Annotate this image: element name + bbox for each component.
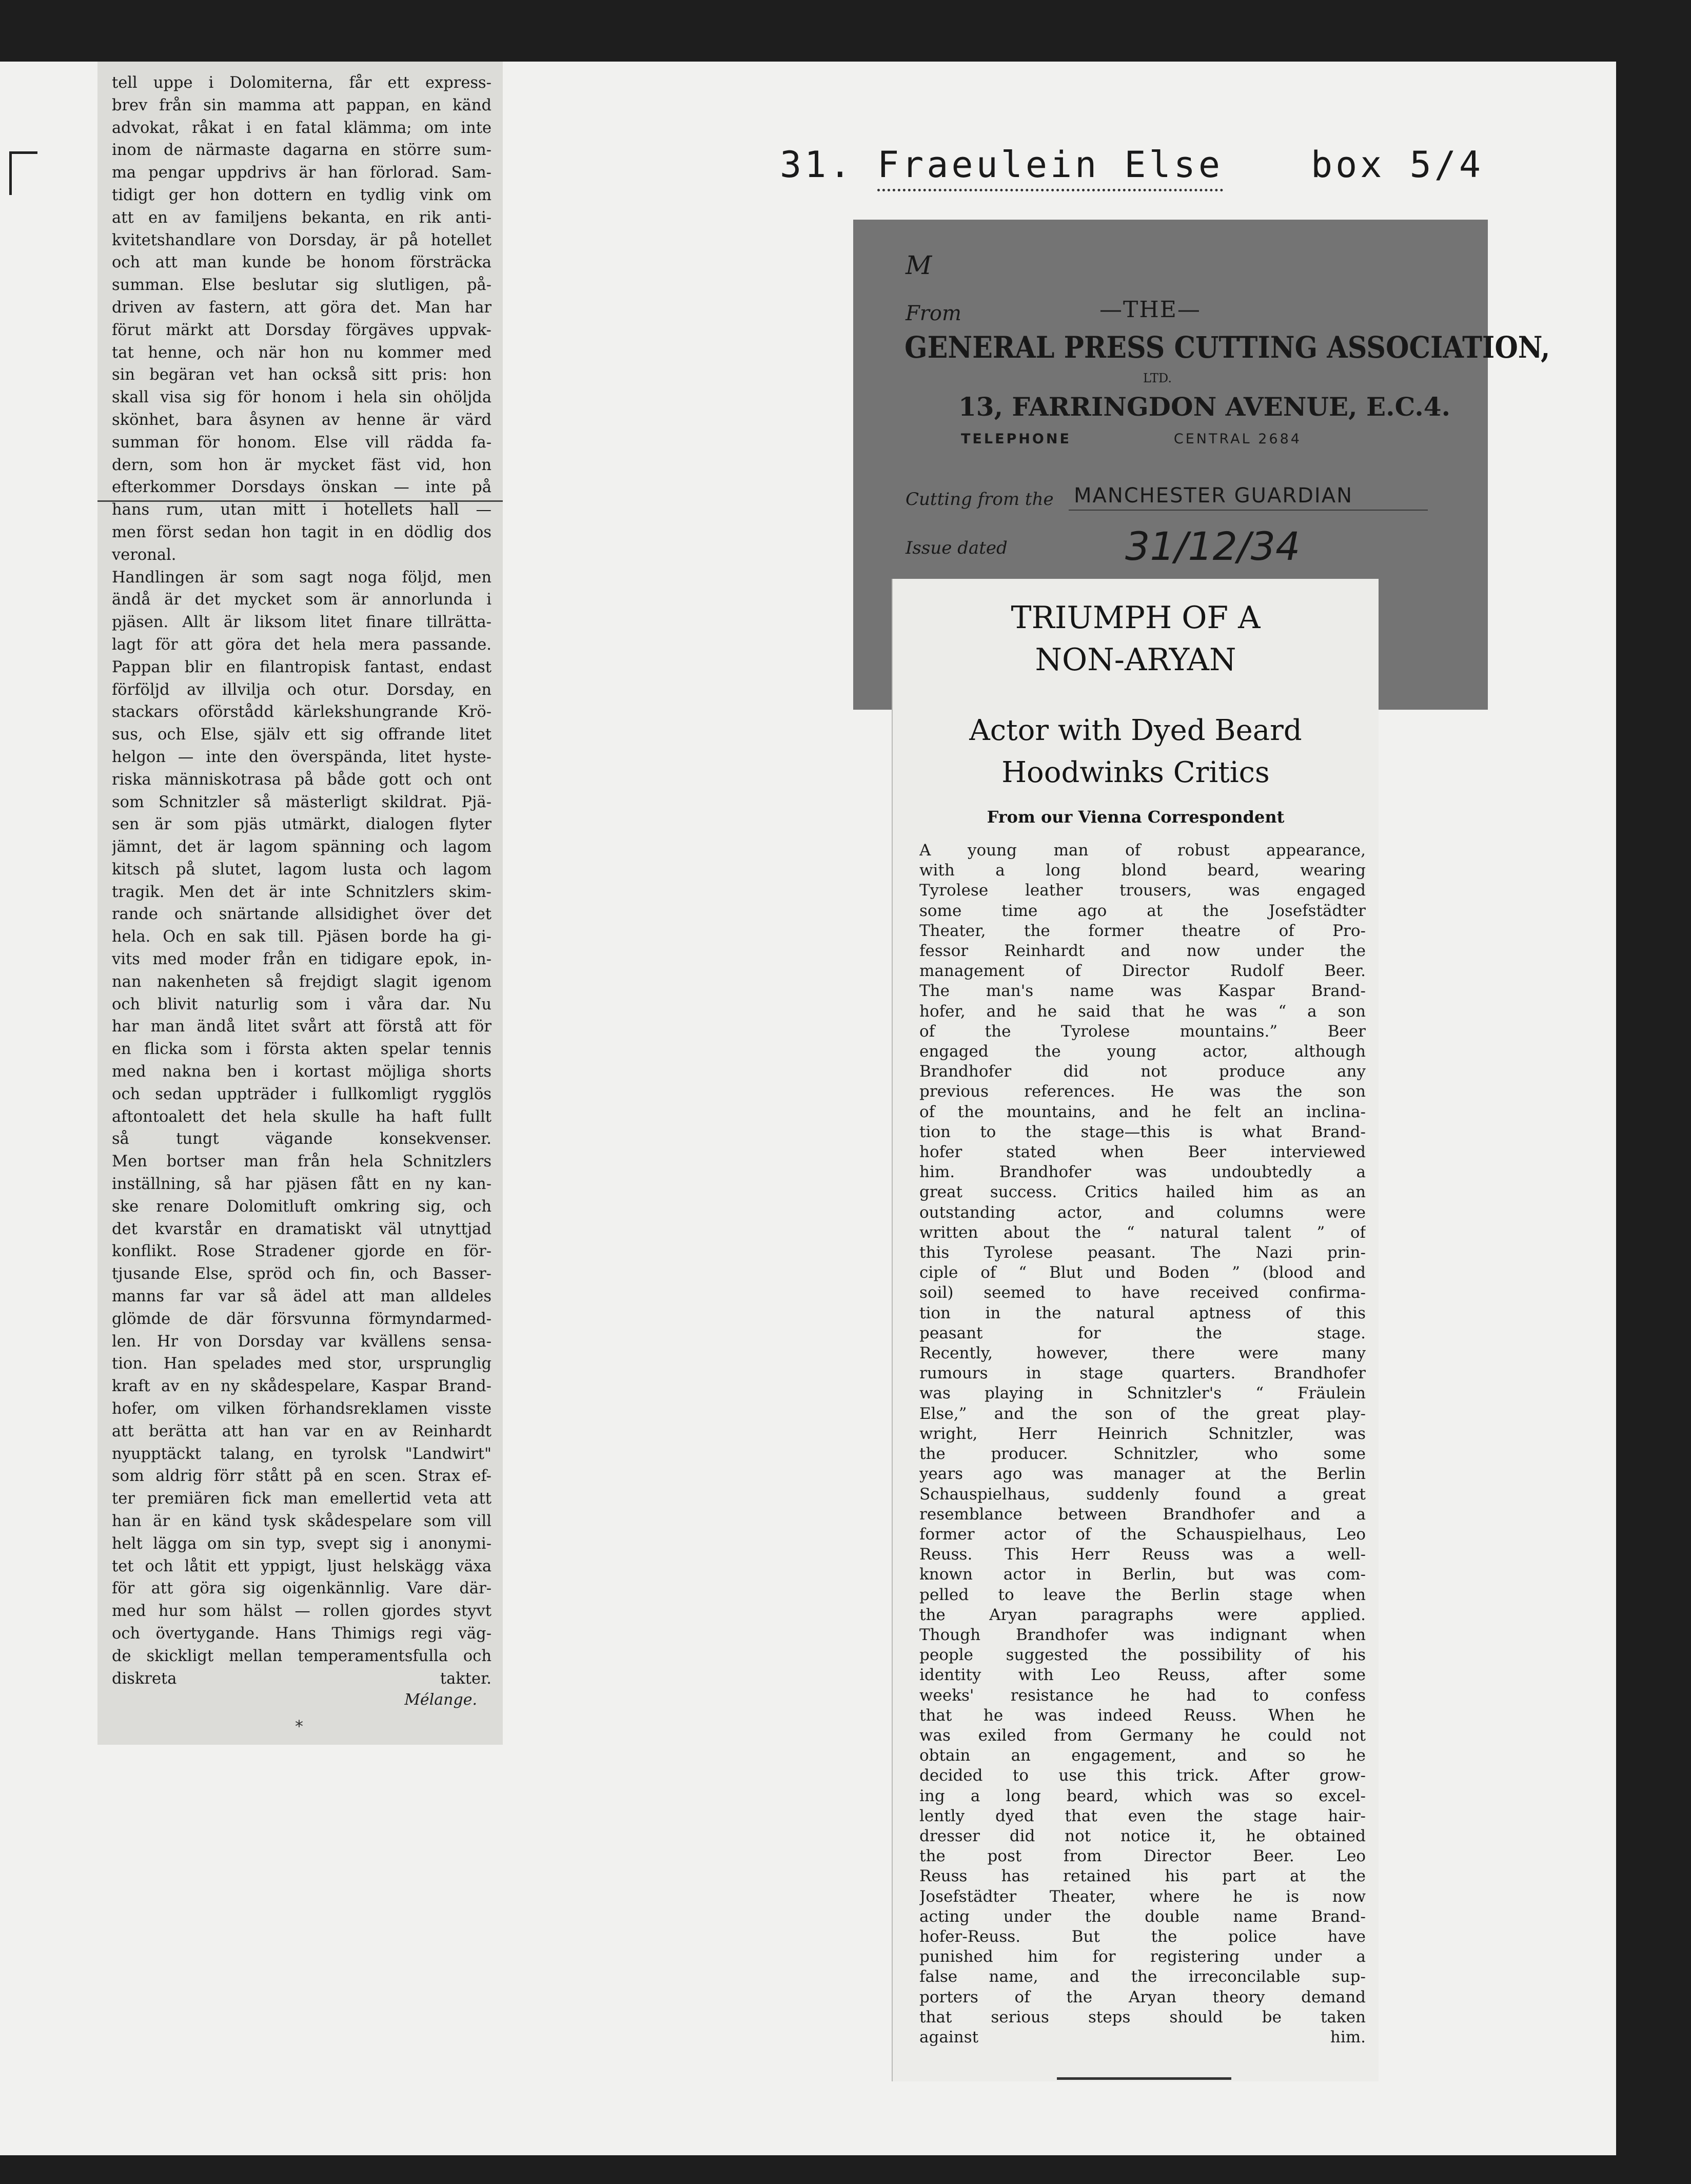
article-text-line: him. Brandhofer was undoubtedly a (919, 1163, 1366, 1182)
review-text-line: ändå är det mycket som är annorlunda i (112, 591, 491, 609)
review-text-line: Pappan blir en filantropisk fantast, endast (112, 658, 491, 676)
review-text-line: sen är som pjäs utmärkt, dialogen flyter (112, 815, 491, 834)
article-text-line: Josefstädter Theater, where he is now (919, 1887, 1366, 1906)
article-text-line: acting under the double name Brand- (919, 1907, 1366, 1926)
review-text-line: vits med moder från en tidigare epok, in- (112, 950, 491, 969)
article-text-line: Tyrolese leather trousers, was engaged (919, 881, 1366, 900)
article-text-line: of the mountains, and he felt an inclina- (919, 1102, 1366, 1121)
review-text-line: efterkommer Dorsdays önskan — inte på (112, 478, 491, 497)
article-text-line: punished him for registering under a (919, 1947, 1366, 1966)
review-text-line: och blivit naturlig som i våra dar. Nu (112, 995, 491, 1013)
review-text-line: tragik. Men det är inte Schnitzlers skim- (112, 883, 491, 901)
issue-dated-label: Issue dated (906, 538, 1008, 558)
review-text-line: Men bortser man från hela Schnitzlers (112, 1153, 491, 1171)
review-text-line: konflikt. Rose Stradener gjorde en för- (112, 1242, 491, 1261)
corner-bracket-mark (9, 151, 37, 195)
article-text-line: Theater, the former theatre of Pro- (919, 921, 1366, 940)
article-text-line: that serious steps should be taken (919, 2007, 1366, 2026)
cutting-from-line (1069, 510, 1428, 511)
article-text-line: ciple of “ Blut und Boden ” (blood and (919, 1263, 1366, 1282)
article-text-line: the post from Director Beer. Leo (919, 1847, 1366, 1866)
article-text-line: peasant for the stage. (919, 1323, 1366, 1342)
review-text-line: ske renare Dolomitluft omkring sig, och (112, 1197, 491, 1216)
headline-line-2: NON-ARYAN (1035, 642, 1236, 678)
article-text-line: tion in the natural aptness of this (919, 1303, 1366, 1322)
heading-title: Fraeulein Else (877, 144, 1223, 191)
article-text-line: Else,” and the son of the great play- (919, 1404, 1366, 1423)
article-text-line: previous references. He was the son (919, 1082, 1366, 1101)
review-text-line: men först sedan hon tagit in en dödlig dos (112, 523, 491, 541)
article-text-line: porters of the Aryan theory demand (919, 1987, 1366, 2006)
article-end-rule (1057, 2077, 1231, 2080)
review-text-line: tion. Han spelades med stor, ursprunglig (112, 1355, 491, 1373)
heading-box-label: box 5/4 (1311, 144, 1484, 186)
review-text-line: tat henne, och när hon nu kommer med (112, 343, 491, 362)
article-text-line: of the Tyrolese mountains.” Beer (919, 1022, 1366, 1041)
article-text-line: fessor Reinhardt and now under the (919, 942, 1366, 961)
article-text-line: Brandhofer did not produce any (919, 1062, 1366, 1081)
article-text-line: decided to use this trick. After grow- (919, 1766, 1366, 1785)
article-text-line: lently dyed that even the stage hair- (919, 1806, 1366, 1825)
review-text-line: helgon — inte den överspända, litet hyste- (112, 748, 491, 766)
review-text-line: pjäsen. Allt är liksom litet finare tillrätta- (112, 613, 491, 632)
article-text-line: soil) seemed to have received confirma- (919, 1283, 1366, 1302)
review-text-line: och övertygande. Hans Thimigs regi väg- (112, 1624, 491, 1643)
agency-the-label: —THE— (1099, 297, 1201, 323)
review-text-line: förut märkt att Dorsday förgäves uppvak- (112, 321, 491, 339)
article-text-line: hofer-Reuss. But the police have (919, 1927, 1366, 1946)
review-text-line: aftontoalett det hela skulle ha haft fullt (112, 1107, 491, 1126)
article-text-line: The man's name was Kaspar Brand- (919, 982, 1366, 1001)
article-text-line: against him. (919, 2027, 1366, 2046)
article-subheadline (893, 710, 1379, 794)
review-text-line: inom de närmaste dagarna en större sum- (112, 141, 491, 160)
article-text-line: written about the “ natural talent ” of (919, 1223, 1366, 1242)
review-text-line: och att man kunde be honom försträcka (112, 254, 491, 272)
review-text-line: så tungt vägande konsekvenser. (112, 1130, 491, 1148)
review-text-line: skönhet, bara åsynen av henne är värd (112, 411, 491, 429)
review-text-line: Handlingen är som sagt noga följd, men (112, 568, 491, 587)
review-text-line: rande och snärtande allsidighet över det (112, 905, 491, 924)
article-text-line: ing a long beard, which was so excel- (919, 1786, 1366, 1805)
review-text-line: manns far var så ädel att man alldeles (112, 1288, 491, 1306)
review-text-line: brev från sin mamma att pappan, en känd (112, 96, 491, 114)
review-text-line: ma pengar uppdrivs är han förlorad. Sam- (112, 164, 491, 182)
swedish-review-text (112, 72, 491, 1690)
review-text-line: hans rum, utan mitt i hotellets hall — (112, 501, 491, 519)
review-text-line: tidigt ger hon dottern en tydlig vink om (112, 186, 491, 204)
subhead-line-2: Hoodwinks Critics (1001, 756, 1270, 789)
article-text-line: pelled to leave the Berlin stage when (919, 1585, 1366, 1604)
agency-ltd: LTD. (1143, 371, 1172, 385)
article-headline (893, 597, 1379, 681)
review-text-line: nan nakenheten så frejdigt slagit igenom (112, 972, 491, 991)
review-text-line: len. Hr von Dorsday var kvällens sensa- (112, 1332, 491, 1351)
review-text-line: han är en känd tysk skådespelare som vill (112, 1512, 491, 1530)
article-text-line: Schauspielhaus, suddenly found a great (919, 1485, 1366, 1504)
article-text-line: years ago was manager at the Berlin (919, 1465, 1366, 1484)
article-text-line: outstanding actor, and columns were (919, 1203, 1366, 1222)
review-text-line: advokat, råkat i en fatal klämma; om inte (112, 119, 491, 137)
telephone-label: TELEPHONE (961, 431, 1071, 447)
review-text-line: sus, och Else, själv ett sig offrande litet (112, 726, 491, 744)
review-signature: Mélange. (404, 1691, 477, 1709)
review-text-line: och sedan uppträder i fullkomligt rygglös (112, 1085, 491, 1103)
article-text-line: resemblance between Brandhofer and a (919, 1505, 1366, 1524)
article-text-line: some time ago at the Josefstädter (919, 901, 1366, 920)
article-text-line: weeks' resistance he had to confess (919, 1686, 1366, 1705)
review-text-line: kitsch på slutet, lagom lusta och lagom (112, 860, 491, 879)
review-text-line: hofer, om vilken förhandsreklamen visste (112, 1400, 491, 1418)
review-text-line: hela. Och en sak till. Pjäsen borde ha gi- (112, 928, 491, 946)
review-text-line: veronal. (112, 545, 176, 564)
subhead-line-1: Actor with Dyed Beard (969, 714, 1302, 747)
review-text-line: glömde de där försvunna förmyndarmed- (112, 1310, 491, 1328)
article-text-line: with a long blond beard, wearing (919, 861, 1366, 880)
english-article-clipping (892, 579, 1379, 2081)
page-heading (780, 144, 1529, 205)
agency-name: GENERAL PRESS CUTTING ASSOCIATION, (905, 330, 1550, 365)
heading-number: 31. (780, 144, 854, 186)
review-text-line: summan för honom. Else vill rädda fa- (112, 433, 491, 452)
review-text-line: skall visa sig för honom i hela sin ohöljda (112, 388, 491, 407)
article-text-line: hofer, and he said that he was “ a son (919, 1002, 1366, 1021)
review-text-line: diskreta takter. (112, 1669, 491, 1688)
telephone-value: CENTRAL 2684 (1173, 431, 1302, 447)
review-text-line: inställning, så har pjäsen fått en ny kan- (112, 1175, 491, 1194)
review-text-line: förföljd av illvilja och otur. Dorsday, en (112, 680, 491, 699)
review-text-line: tell uppe i Dolomiterna, får ett express- (112, 74, 491, 92)
review-text-line: det kvarstår en dramatiskt väl utnyttjad (112, 1220, 491, 1238)
article-text-line: Reuss has retained his part at the (919, 1867, 1366, 1886)
review-text-line: jämnt, det är lagom spänning och lagom (112, 838, 491, 856)
article-text-line: dresser did not notice it, he obtained (919, 1826, 1366, 1845)
review-text-line: tjusande Else, spröd och fin, och Basser- (112, 1265, 491, 1283)
issue-dated-value: 31/12/34 (1125, 523, 1301, 569)
review-text-line: helt lägga om sin typ, svept sig i anonymi- (112, 1534, 491, 1553)
article-text-line: known actor in Berlin, but was com- (919, 1565, 1366, 1584)
review-text-line: lagt för att göra det hela mera passande. (112, 635, 491, 654)
agency-telephone (961, 431, 1302, 447)
article-text-line: Recently, however, there were many (919, 1344, 1366, 1363)
cutting-from-value: MANCHESTER GUARDIAN (1074, 484, 1353, 508)
review-text-line: kvitetshandlare von Dorsday, är på hotellet (112, 231, 491, 249)
end-star-mark: * (295, 1717, 303, 1736)
article-text-line: former actor of the Schauspielhaus, Leo (919, 1525, 1366, 1544)
review-text-line: stackars oförstådd kärlekshungrande Krö- (112, 703, 491, 722)
review-text-line: att en av familjens bekanta, en rik anti- (112, 208, 491, 227)
headline-line-1: TRIUMPH OF A (1011, 600, 1261, 636)
review-text-line: riska människotrasa på både gott och ont (112, 770, 491, 789)
article-text-line: was exiled from Germany he could not (919, 1726, 1366, 1745)
article-text-line: the Aryan paragraphs were applied. (919, 1605, 1366, 1624)
review-text-line: för att göra sig oigenkännlig. Vare där- (112, 1580, 491, 1598)
review-text-line: driven av fastern, att göra det. Man har (112, 298, 491, 317)
swedish-review-clipping (97, 62, 503, 1745)
review-text-line: som aldrig förr stått på en scen. Strax ef- (112, 1467, 491, 1486)
agency-address: 13, FARRINGDON AVENUE, E.C.4. (958, 392, 1451, 422)
review-text-line: sin begäran vet han också sitt pris: hon (112, 366, 491, 384)
article-body (919, 841, 1366, 2048)
review-text-line: dern, som hon är mycket fäst vid, hon (112, 456, 491, 474)
article-text-line: wright, Herr Heinrich Schnitzler, was (919, 1424, 1366, 1443)
review-text-line: summan. Else beslutar sig slutligen, på- (112, 276, 491, 295)
review-text-line: med hur som hälst — rollen gjordes styvt (112, 1602, 491, 1621)
article-text-line: engaged the young actor, although (919, 1042, 1366, 1061)
article-byline: From our Vienna Correspondent (987, 807, 1285, 827)
article-text-line: Reuss. This Herr Reuss was a well- (919, 1545, 1366, 1564)
article-text-line: obtain an engagement, and so he (919, 1746, 1366, 1765)
agency-from-label: From (906, 302, 961, 325)
article-text-line: the producer. Schnitzler, who some (919, 1445, 1366, 1464)
article-text-line: management of Director Rudolf Beer. (919, 962, 1366, 981)
review-text-line: en flicka som i första akten spelar tennis (112, 1040, 491, 1059)
article-text-line: rumours in stage quarters. Brandhofer (919, 1364, 1366, 1383)
review-text-line: att berätta att han var en av Reinhardt (112, 1422, 491, 1440)
review-text-line: de skickligt mellan temperamentsfulla och (112, 1647, 491, 1665)
review-text-line: som Schnitzler så mästerligt skildrat. Pjä- (112, 793, 491, 811)
article-text-line: A young man of robust appearance, (919, 841, 1366, 860)
review-text-line: ter premiären fick man emellertid veta att (112, 1490, 491, 1508)
article-text-line: false name, and the irreconcilable sup- (919, 1967, 1366, 1986)
article-text-line: hofer stated when Beer interviewed (919, 1143, 1366, 1162)
review-text-line: kraft av en ny skådespelare, Kaspar Brand- (112, 1377, 491, 1396)
review-text-line: tet och låtit ett yppigt, ljust helskägg växa (112, 1557, 491, 1575)
cutting-from-label: Cutting from the (906, 489, 1054, 510)
article-text-line: this Tyrolese peasant. The Nazi prin- (919, 1243, 1366, 1262)
article-text-line: that he was indeed Reuss. When he (919, 1706, 1366, 1725)
article-text-line: Though Brandhofer was indignant when (919, 1625, 1366, 1644)
article-text-line: tion to the stage—this is what Brand- (919, 1122, 1366, 1141)
article-text-line: identity with Leo Reuss, after some (919, 1666, 1366, 1685)
review-text-line: har man ändå litet svårt att förstå att för (112, 1018, 491, 1036)
article-text-line: great success. Critics hailed him as an (919, 1183, 1366, 1202)
review-text-line: med nakna ben i kortast möjliga shorts (112, 1063, 491, 1081)
review-text-line: nyupptäckt talang, en tyrolsk "Landwirt" (112, 1445, 491, 1463)
agency-m-mark: M (906, 250, 932, 280)
article-text-line: people suggested the possibility of his (919, 1646, 1366, 1665)
article-text-line: was playing in Schnitzler's “ Fräulein (919, 1384, 1366, 1403)
